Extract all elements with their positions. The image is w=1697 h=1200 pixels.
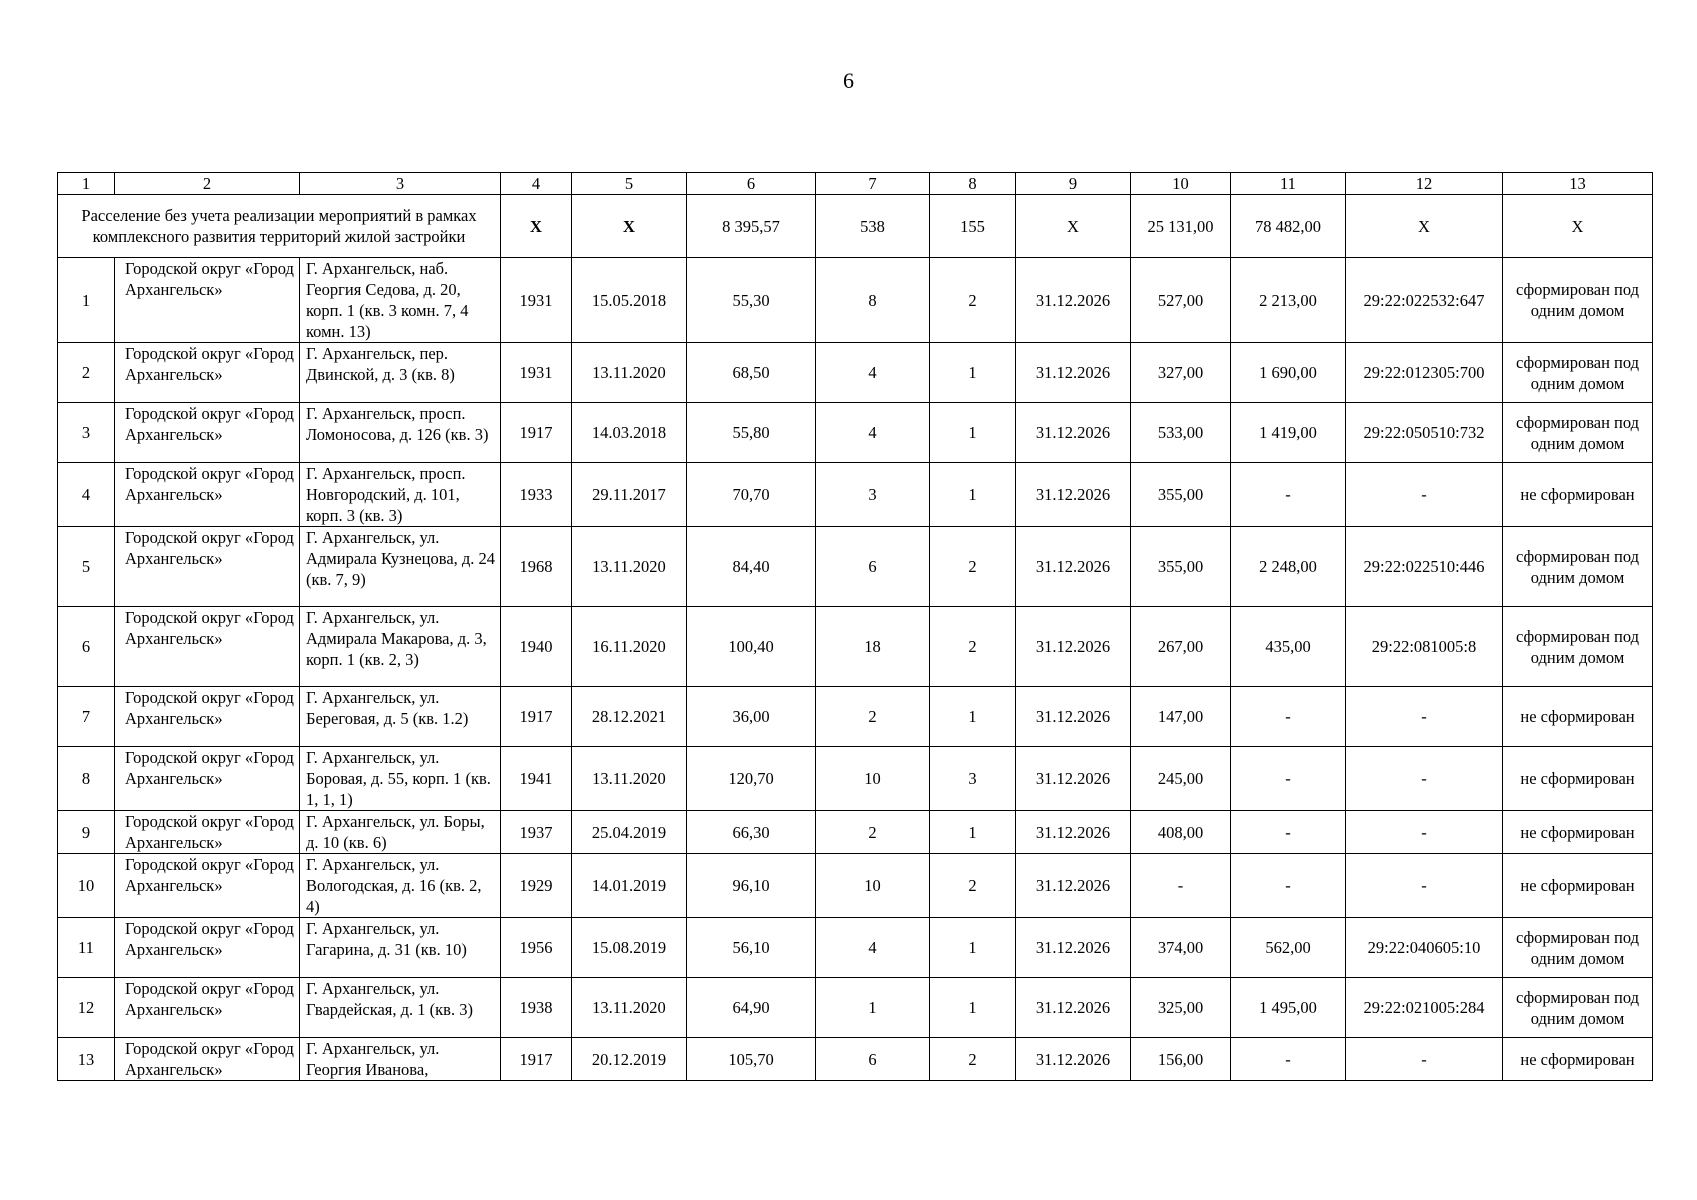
address-cell: Г. Архангельск, ул. Береговая, д. 5 (кв. 1.2) (300, 687, 501, 747)
table-row (58, 811, 1653, 854)
status-cell: сформирован под одним домом (1503, 918, 1653, 978)
land-area-cell: 245,00 (1131, 747, 1231, 811)
row-number: 9 (58, 811, 115, 854)
address-cell: Г. Архангельск, ул. Вологодская, д. 16 (кв. 2, 4) (300, 854, 501, 918)
land-area-cell: 156,00 (1131, 1038, 1231, 1081)
residents-cell: 10 (816, 854, 930, 918)
plot-area-cell: 562,00 (1231, 918, 1346, 978)
area-cell: 70,70 (687, 463, 816, 527)
cadastral-number-cell: - (1346, 747, 1503, 811)
area-cell: 84,40 (687, 527, 816, 607)
district-cell: Городской округ «Город Архангельск» (115, 747, 300, 811)
cadastral-number-cell: 29:22:012305:700 (1346, 343, 1503, 403)
table-row (58, 747, 1653, 811)
year-cell: 1938 (501, 978, 572, 1038)
status-cell: не сформирован (1503, 463, 1653, 527)
land-area-cell: 325,00 (1131, 978, 1231, 1038)
column-number: 2 (115, 173, 300, 195)
column-number: 12 (1346, 173, 1503, 195)
deadline-cell: 31.12.2026 (1016, 687, 1131, 747)
owners-cell: 2 (930, 1038, 1016, 1081)
plot-area-cell: - (1231, 811, 1346, 854)
column-number: 13 (1503, 173, 1653, 195)
cadastral-number-cell: - (1346, 463, 1503, 527)
column-number-row (58, 173, 1653, 195)
address-cell: Г. Архангельск, ул. Боры, д. 10 (кв. 6) (300, 811, 501, 854)
row-number: 3 (58, 403, 115, 463)
residents-cell: 4 (816, 918, 930, 978)
date-cell: 14.01.2019 (572, 854, 687, 918)
column-number: 11 (1231, 173, 1346, 195)
cadastral-number-cell: - (1346, 811, 1503, 854)
deadline-cell: 31.12.2026 (1016, 463, 1131, 527)
year-cell: 1929 (501, 854, 572, 918)
status-cell: сформирован под одним домом (1503, 607, 1653, 687)
area-cell: 36,00 (687, 687, 816, 747)
summary-cell: 78 482,00 (1231, 195, 1346, 258)
owners-cell: 3 (930, 747, 1016, 811)
table-row (58, 607, 1653, 687)
date-cell: 25.04.2019 (572, 811, 687, 854)
date-cell: 14.03.2018 (572, 403, 687, 463)
summary-cell: 25 131,00 (1131, 195, 1231, 258)
summary-cell: X (1016, 195, 1131, 258)
land-area-cell: 355,00 (1131, 527, 1231, 607)
cadastral-number-cell: - (1346, 687, 1503, 747)
deadline-cell: 31.12.2026 (1016, 343, 1131, 403)
residents-cell: 10 (816, 747, 930, 811)
address-cell: Г. Архангельск, ул. Георгия Иванова, (300, 1038, 501, 1081)
year-cell: 1931 (501, 258, 572, 343)
land-area-cell: 327,00 (1131, 343, 1231, 403)
plot-area-cell: - (1231, 687, 1346, 747)
district-cell: Городской округ «Город Архангельск» (115, 1038, 300, 1081)
residents-cell: 2 (816, 811, 930, 854)
deadline-cell: 31.12.2026 (1016, 918, 1131, 978)
district-cell: Городской округ «Город Архангельск» (115, 687, 300, 747)
summary-cell: X (572, 195, 687, 258)
cadastral-number-cell: 29:22:050510:732 (1346, 403, 1503, 463)
summary-cell: X (1503, 195, 1653, 258)
district-cell: Городской округ «Город Архангельск» (115, 811, 300, 854)
area-cell: 68,50 (687, 343, 816, 403)
district-cell: Городской округ «Город Архангельск» (115, 403, 300, 463)
cadastral-number-cell: 29:22:022532:647 (1346, 258, 1503, 343)
area-cell: 55,30 (687, 258, 816, 343)
page-number: 6 (843, 68, 854, 93)
land-area-cell: 355,00 (1131, 463, 1231, 527)
date-cell: 13.11.2020 (572, 343, 687, 403)
row-number: 1 (58, 258, 115, 343)
deadline-cell: 31.12.2026 (1016, 854, 1131, 918)
summary-row (58, 195, 1653, 258)
status-cell: сформирован под одним домом (1503, 527, 1653, 607)
deadline-cell: 31.12.2026 (1016, 607, 1131, 687)
area-cell: 96,10 (687, 854, 816, 918)
land-area-cell: 374,00 (1131, 918, 1231, 978)
table-row (58, 854, 1653, 918)
residents-cell: 3 (816, 463, 930, 527)
date-cell: 13.11.2020 (572, 978, 687, 1038)
area-cell: 66,30 (687, 811, 816, 854)
table-row (58, 258, 1653, 343)
year-cell: 1917 (501, 1038, 572, 1081)
address-cell: Г. Архангельск, просп. Ломоносова, д. 126 (кв. 3) (300, 403, 501, 463)
cadastral-number-cell: 29:22:022510:446 (1346, 527, 1503, 607)
plot-area-cell: 2 248,00 (1231, 527, 1346, 607)
date-cell: 15.05.2018 (572, 258, 687, 343)
deadline-cell: 31.12.2026 (1016, 258, 1131, 343)
deadline-cell: 31.12.2026 (1016, 1038, 1131, 1081)
summary-cell: 538 (816, 195, 930, 258)
row-number: 8 (58, 747, 115, 811)
column-number: 1 (58, 173, 115, 195)
table-row (58, 1038, 1653, 1081)
land-area-cell: 527,00 (1131, 258, 1231, 343)
plot-area-cell: 1 419,00 (1231, 403, 1346, 463)
column-number: 10 (1131, 173, 1231, 195)
table-row (58, 978, 1653, 1038)
district-cell: Городской округ «Город Архангельск» (115, 527, 300, 607)
deadline-cell: 31.12.2026 (1016, 747, 1131, 811)
district-cell: Городской округ «Город Архангельск» (115, 463, 300, 527)
status-cell: сформирован под одним домом (1503, 258, 1653, 343)
year-cell: 1933 (501, 463, 572, 527)
status-cell: не сформирован (1503, 811, 1653, 854)
residents-cell: 8 (816, 258, 930, 343)
date-cell: 29.11.2017 (572, 463, 687, 527)
year-cell: 1937 (501, 811, 572, 854)
cadastral-number-cell: 29:22:040605:10 (1346, 918, 1503, 978)
table-row (58, 918, 1653, 978)
area-cell: 120,70 (687, 747, 816, 811)
owners-cell: 1 (930, 687, 1016, 747)
column-number: 8 (930, 173, 1016, 195)
address-cell: Г. Архангельск, пер. Двинской, д. 3 (кв. 8) (300, 343, 501, 403)
date-cell: 28.12.2021 (572, 687, 687, 747)
area-cell: 64,90 (687, 978, 816, 1038)
address-cell: Г. Архангельск, ул. Гвардейская, д. 1 (кв. 3) (300, 978, 501, 1038)
row-number: 11 (58, 918, 115, 978)
land-area-cell: - (1131, 854, 1231, 918)
year-cell: 1917 (501, 403, 572, 463)
row-number: 6 (58, 607, 115, 687)
owners-cell: 2 (930, 854, 1016, 918)
status-cell: сформирован под одним домом (1503, 403, 1653, 463)
address-cell: Г. Архангельск, ул. Адмирала Кузнецова, д. 24 (кв. 7, 9) (300, 527, 501, 607)
land-area-cell: 147,00 (1131, 687, 1231, 747)
owners-cell: 1 (930, 918, 1016, 978)
housing-resettlement-table (57, 172, 1653, 1081)
column-number: 9 (1016, 173, 1131, 195)
plot-area-cell: - (1231, 463, 1346, 527)
year-cell: 1968 (501, 527, 572, 607)
deadline-cell: 31.12.2026 (1016, 403, 1131, 463)
column-number: 6 (687, 173, 816, 195)
summary-total-area: 8 395,57 (687, 195, 816, 258)
status-cell: сформирован под одним домом (1503, 978, 1653, 1038)
column-number: 5 (572, 173, 687, 195)
year-cell: 1941 (501, 747, 572, 811)
status-cell: не сформирован (1503, 1038, 1653, 1081)
owners-cell: 1 (930, 343, 1016, 403)
owners-cell: 2 (930, 258, 1016, 343)
plot-area-cell: - (1231, 747, 1346, 811)
status-cell: не сформирован (1503, 747, 1653, 811)
row-number: 4 (58, 463, 115, 527)
plot-area-cell: - (1231, 854, 1346, 918)
residents-cell: 6 (816, 1038, 930, 1081)
status-cell: не сформирован (1503, 687, 1653, 747)
residents-cell: 18 (816, 607, 930, 687)
address-cell: Г. Архангельск, ул. Боровая, д. 55, корп. 1 (кв. 1, 1, 1) (300, 747, 501, 811)
land-area-cell: 267,00 (1131, 607, 1231, 687)
owners-cell: 1 (930, 403, 1016, 463)
date-cell: 13.11.2020 (572, 747, 687, 811)
district-cell: Городской округ «Город Архангельск» (115, 258, 300, 343)
year-cell: 1931 (501, 343, 572, 403)
table-row (58, 403, 1653, 463)
row-number: 7 (58, 687, 115, 747)
summary-label: Расселение без учета реализации мероприятий в рамках комплексного развития территорий жилой застройки (58, 195, 501, 258)
owners-cell: 2 (930, 527, 1016, 607)
deadline-cell: 31.12.2026 (1016, 811, 1131, 854)
residents-cell: 2 (816, 687, 930, 747)
area-cell: 55,80 (687, 403, 816, 463)
district-cell: Городской округ «Город Архангельск» (115, 978, 300, 1038)
column-number: 3 (300, 173, 501, 195)
land-area-cell: 533,00 (1131, 403, 1231, 463)
district-cell: Городской округ «Город Архангельск» (115, 854, 300, 918)
row-number: 2 (58, 343, 115, 403)
summary-cell: X (1346, 195, 1503, 258)
column-number: 7 (816, 173, 930, 195)
deadline-cell: 31.12.2026 (1016, 527, 1131, 607)
area-cell: 56,10 (687, 918, 816, 978)
district-cell: Городской округ «Город Архангельск» (115, 343, 300, 403)
column-number: 4 (501, 173, 572, 195)
table-row (58, 463, 1653, 527)
cadastral-number-cell: 29:22:021005:284 (1346, 978, 1503, 1038)
plot-area-cell: 1 690,00 (1231, 343, 1346, 403)
date-cell: 16.11.2020 (572, 607, 687, 687)
cadastral-number-cell: - (1346, 854, 1503, 918)
area-cell: 100,40 (687, 607, 816, 687)
area-cell: 105,70 (687, 1038, 816, 1081)
row-number: 13 (58, 1038, 115, 1081)
row-number: 10 (58, 854, 115, 918)
cadastral-number-cell: 29:22:081005:8 (1346, 607, 1503, 687)
table-row (58, 687, 1653, 747)
deadline-cell: 31.12.2026 (1016, 978, 1131, 1038)
row-number: 12 (58, 978, 115, 1038)
plot-area-cell: - (1231, 1038, 1346, 1081)
plot-area-cell: 2 213,00 (1231, 258, 1346, 343)
table-row (58, 343, 1653, 403)
residents-cell: 4 (816, 343, 930, 403)
residents-cell: 4 (816, 403, 930, 463)
district-cell: Городской округ «Город Архангельск» (115, 918, 300, 978)
address-cell: Г. Архангельск, ул. Гагарина, д. 31 (кв. 10) (300, 918, 501, 978)
date-cell: 20.12.2019 (572, 1038, 687, 1081)
summary-cell: 155 (930, 195, 1016, 258)
address-cell: Г. Архангельск, наб. Георгия Седова, д. 20, корп. 1 (кв. 3 комн. 7, 4 комн. 13) (300, 258, 501, 343)
year-cell: 1940 (501, 607, 572, 687)
row-number: 5 (58, 527, 115, 607)
year-cell: 1956 (501, 918, 572, 978)
status-cell: не сформирован (1503, 854, 1653, 918)
residents-cell: 6 (816, 527, 930, 607)
cadastral-number-cell: - (1346, 1038, 1503, 1081)
plot-area-cell: 1 495,00 (1231, 978, 1346, 1038)
owners-cell: 1 (930, 811, 1016, 854)
status-cell: сформирован под одним домом (1503, 343, 1653, 403)
address-cell: Г. Архангельск, просп. Новгородский, д. 101, корп. 3 (кв. 3) (300, 463, 501, 527)
summary-cell: X (501, 195, 572, 258)
table-row (58, 527, 1653, 607)
owners-cell: 2 (930, 607, 1016, 687)
owners-cell: 1 (930, 978, 1016, 1038)
date-cell: 13.11.2020 (572, 527, 687, 607)
plot-area-cell: 435,00 (1231, 607, 1346, 687)
district-cell: Городской округ «Город Архангельск» (115, 607, 300, 687)
land-area-cell: 408,00 (1131, 811, 1231, 854)
year-cell: 1917 (501, 687, 572, 747)
residents-cell: 1 (816, 978, 930, 1038)
owners-cell: 1 (930, 463, 1016, 527)
address-cell: Г. Архангельск, ул. Адмирала Макарова, д. 3, корп. 1 (кв. 2, 3) (300, 607, 501, 687)
date-cell: 15.08.2019 (572, 918, 687, 978)
